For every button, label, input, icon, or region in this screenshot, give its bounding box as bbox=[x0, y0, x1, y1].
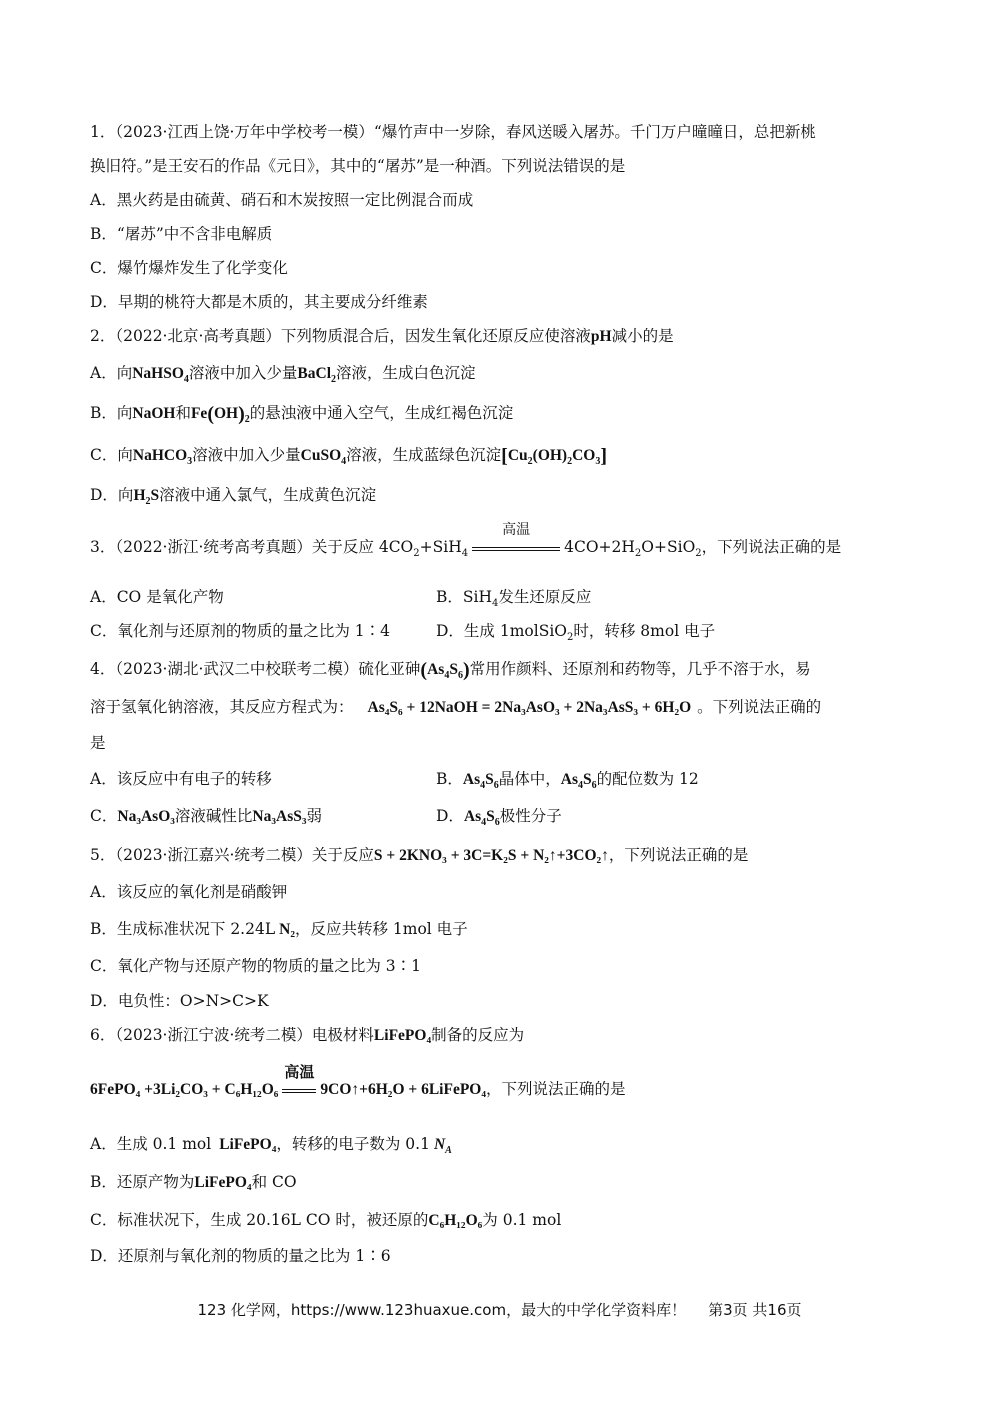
q6-eq-right: 9CO↑+6H₂O + 6LiFePO₄ bbox=[320, 1081, 486, 1098]
q6-option-c: C．标准状况下，生成 20.16L CO 时，被还原的C₆H₁₂O₆为 0.1 mol bbox=[90, 1211, 562, 1229]
q5-option-c: C．氧化产物与还原产物的物质的量之比为 3∶1 bbox=[90, 957, 422, 975]
q2-a-formula1: NaHSO$_4$ bbox=[132, 365, 189, 385]
q1-option-b: B．“屠苏”中不含非电解质 bbox=[90, 225, 273, 243]
q1-option-a: A．黑火药是由硫黄、硝石和木炭按照一定比例混合而成 bbox=[90, 191, 474, 209]
q4-stem-line2 bbox=[90, 697, 821, 718]
q6-condition: 高温 bbox=[284, 1063, 315, 1081]
q2-c-formula1: NaHCO$_3$ bbox=[132, 447, 193, 467]
q2-c-mid2: 溶液，生成蓝绿色沉淀 bbox=[346, 446, 502, 464]
q2-b-and: 和 bbox=[175, 404, 191, 422]
q3-condition: 高温 bbox=[502, 522, 531, 538]
q2-b-pre: B．向 bbox=[90, 404, 133, 422]
q6-stem: 6．（2023·浙江宁波·统考二模）电极材料LiFePO₄制备的反应为 bbox=[90, 1026, 525, 1044]
q3-stem-pre: 3．（2022·浙江·统考高考真题）关于反应 4CO bbox=[90, 538, 414, 556]
page-footer bbox=[0, 1299, 993, 1320]
q3-stem-post: ，下列说法正确的是 bbox=[701, 538, 842, 556]
q4-line2-post: 。下列说法正确的 bbox=[697, 698, 822, 716]
q1-option-c: C．爆竹爆炸发生了化学变化 bbox=[90, 259, 288, 277]
q4-option-c: C．Na₃AsO₃溶液碱性比Na₃AsS₃弱 bbox=[90, 807, 323, 825]
footer-site-text: 123 化学网，https://www.123huaxue.com，最大的中学化学资料库！ bbox=[197, 1301, 687, 1319]
q2-b-formula1: NaOH bbox=[132, 405, 176, 422]
q4-line2-pre: 溶于氢氧化钠溶液，其反应方程式为： bbox=[90, 698, 354, 716]
q5-option-b: B．生成标准状况下 2.24L N₂，反应共转移 1mol 电子 bbox=[90, 920, 468, 938]
q6-eq-left: 6FePO₄ +3Li₂CO₃ + C₆H₁₂O₆ bbox=[90, 1081, 279, 1098]
q2-d-formula: $H_2S$ bbox=[133, 487, 160, 507]
q4-option-a: A．该反应中有电子的转移 bbox=[90, 770, 272, 788]
q2-c-formula2: CuSO$_4$ bbox=[300, 447, 347, 467]
q6-option-d: D．还原剂与氧化剂的物质的量之比为 1∶6 bbox=[90, 1247, 391, 1265]
q2-b-formula2: $Fe(OH)_2$ bbox=[190, 403, 250, 425]
q2-c-mid: 溶液中加入少量 bbox=[192, 446, 301, 464]
q5-equation: S + 2KNO₃ + 3C=K₂S + N₂↑+3CO₂↑ bbox=[373, 847, 609, 864]
q3-option-a: A．CO 是氧化产物 bbox=[90, 588, 224, 606]
q3-options-cd bbox=[90, 621, 910, 641]
q1-option-d: D．早期的桃符大都是木质的，其主要成分纤维素 bbox=[90, 293, 428, 311]
q2-option-c bbox=[90, 445, 607, 466]
q2-stem bbox=[90, 326, 674, 347]
q6-option-a: A．生成 0.1 mol LiFePO₄，转移的电子数为 0.1 $N_A$ bbox=[90, 1135, 452, 1156]
q2-a-formula2: BaCl$_2$ bbox=[297, 365, 336, 385]
q6-reaction-arrow bbox=[280, 1063, 318, 1098]
q6-equation-line bbox=[90, 1063, 626, 1100]
q2-c-formula3: $[Cu_2(OH)_2CO_3]$ bbox=[501, 445, 608, 467]
q4-line1-pre: 4．（2023·湖北·武汉二中校联考二模）硫化亚砷 bbox=[90, 660, 421, 678]
q4-option-b: B．$As_4S_6$晶体中，$As_4S_6$的配位数为 12 bbox=[436, 770, 699, 791]
q2-option-b bbox=[90, 403, 513, 424]
q3-option-b: B．SiH$_4$发生还原反应 bbox=[436, 588, 592, 609]
q4-equation: As₄S₆ + 12NaOH = 2Na₃AsO₃ + 2Na₃AsS₃ + 6H₂O bbox=[367, 699, 692, 716]
q2-b-post: 的悬浊液中通入空气，生成红褐色沉淀 bbox=[249, 404, 514, 422]
q1-stem-line2: 换旧符。”是王安石的作品《元日》，其中的“屠苏”是一种酒。下列说法错误的是 bbox=[90, 157, 626, 175]
q4-option-d: D．$As_4S_6$极性分子 bbox=[436, 807, 562, 828]
q2-stem-post: 减小的是 bbox=[611, 327, 674, 345]
q5-stem-pre: 5．（2023·浙江嘉兴·统考二模）关于反应 bbox=[90, 846, 374, 864]
q4-line1-post: 常用作颜料、还原剂和药物等，几乎不溶于水，易 bbox=[469, 660, 811, 678]
q2-a-pre: A．向 bbox=[90, 364, 133, 382]
q4-stem-line3: 是 bbox=[90, 734, 106, 752]
q1-stem-line1: 1．（2023·江西上饶·万年中学校考一模）“爆竹声中一岁除，春风送暖入屠苏。千门万户曈曈日，总把新桃 bbox=[90, 123, 816, 141]
q2-d-post: 溶液中通入氯气，生成黄色沉淀 bbox=[159, 486, 377, 504]
q2-c-pre: C．向 bbox=[90, 446, 133, 464]
q2-option-d bbox=[90, 485, 376, 506]
q5-stem bbox=[90, 845, 748, 866]
q3-reaction-arrow bbox=[470, 522, 562, 556]
q3-option-c: C．氧化剂与还原剂的物质的量之比为 1∶4 bbox=[90, 622, 391, 640]
q3-option-d: D．生成 1molSiO$_2$时，转移 8mol 电子 bbox=[436, 622, 716, 643]
q5-option-d: D．电负性：O>N>C>K bbox=[90, 992, 269, 1010]
q4-options-ab bbox=[90, 769, 910, 789]
q5-option-a: A．该反应的氧化剂是硝酸钾 bbox=[90, 883, 288, 901]
q5-stem-post: ，下列说法正确的是 bbox=[608, 846, 749, 864]
q2-stem-ph: pH bbox=[590, 328, 612, 345]
q3-options-ab bbox=[90, 587, 910, 607]
q4-stem-line1 bbox=[90, 659, 811, 680]
q4-options-cd bbox=[90, 806, 910, 827]
q2-a-mid: 溶液中加入少量 bbox=[188, 364, 298, 382]
q2-a-post: 溶液，生成白色沉淀 bbox=[336, 364, 476, 382]
q3-stem: 3．（2022·浙江·统考高考真题）关于反应 $4CO_2+SiH_4$ 高温 $4CO+2H_2O+SiO_2$，下列说法正确的是 bbox=[90, 522, 842, 559]
q4-formula-as4s6: $(As_4S_6)$ bbox=[420, 659, 470, 681]
q6-option-b: B．还原产物为LiFePO₄和 CO bbox=[90, 1173, 297, 1191]
q2-d-pre: D．向 bbox=[90, 486, 134, 504]
footer-page-number: 第3页 共16页 bbox=[708, 1301, 802, 1319]
q2-option-a bbox=[90, 363, 476, 384]
q6-eq-post: ，下列说法正确的是 bbox=[486, 1080, 626, 1098]
q2-stem-pre: 2．（2022·北京·高考真题）下列物质混合后，因发生氧化还原反应使溶液 bbox=[90, 327, 591, 345]
